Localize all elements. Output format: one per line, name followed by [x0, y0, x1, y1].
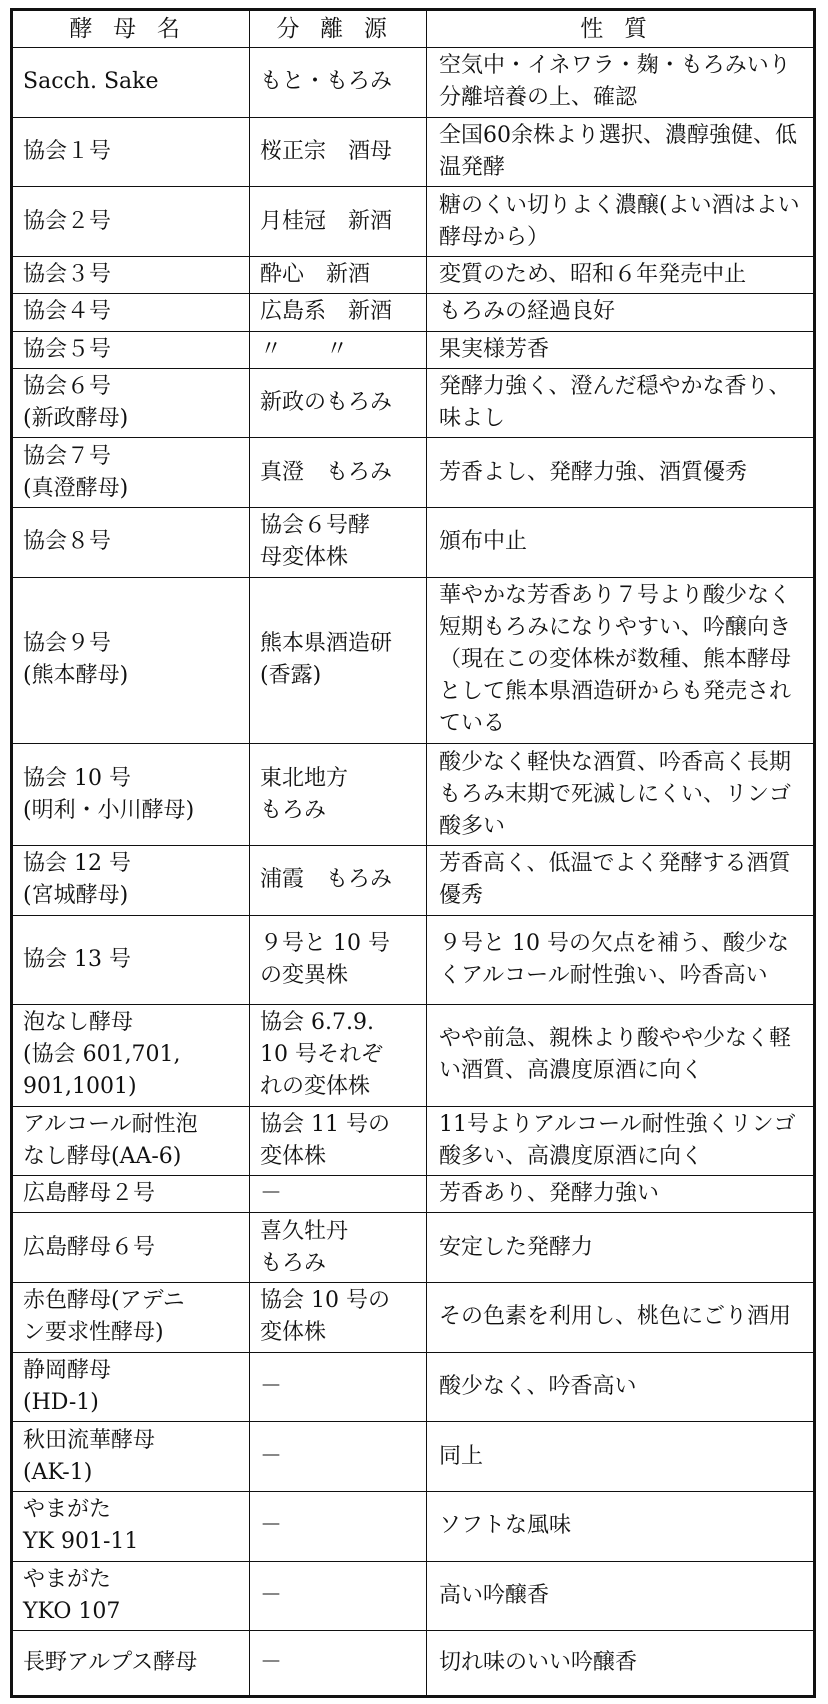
table-cell-properties: 華やかな芳香あり７号より酸少なく短期もろみになりやすい、吟醸向き（現在この変体株が数種、熊本酵母として熊本県酒造研からも発売されている — [427, 577, 814, 744]
table-cell-name: やまがた YKO 107 — [13, 1561, 250, 1631]
table-cell-name: 広島酵母２号 — [13, 1176, 250, 1213]
table-row — [13, 1631, 814, 1696]
table-row — [13, 1106, 814, 1176]
table-cell-name: 赤色酵母(アデニ ン要求性酵母) — [13, 1283, 250, 1353]
table-cell-properties: もろみの経過良好 — [427, 294, 814, 331]
table-row — [13, 1561, 814, 1631]
table-cell-source: － — [250, 1352, 427, 1422]
table-cell-source: 〃 〃 — [250, 331, 427, 368]
table-cell-name: 協会５号 — [13, 331, 250, 368]
table-cell-source: － — [250, 1491, 427, 1561]
table-cell-name: 長野アルプス酵母 — [13, 1631, 250, 1696]
table-cell-properties: 酸少なく、吟香高い — [427, 1352, 814, 1422]
table-cell-name: 泡なし酵母 (協会 601,701, 901,1001) — [13, 1004, 250, 1106]
table-cell-name: 秋田流華酵母 (AK-1) — [13, 1422, 250, 1492]
table-row — [13, 1176, 814, 1213]
table-row — [13, 1283, 814, 1353]
table-cell-source: 協会 11 号の 変体株 — [250, 1106, 427, 1176]
table-cell-properties: 果実様芳香 — [427, 331, 814, 368]
table-row — [13, 1422, 814, 1492]
table-cell-source: 協会 10 号の 変体株 — [250, 1283, 427, 1353]
table-cell-name: 協会７号 (真澄酵母) — [13, 438, 250, 508]
table-cell-source: 桜正宗 酒母 — [250, 117, 427, 187]
table-cell-properties: 頒布中止 — [427, 508, 814, 578]
table-row — [13, 577, 814, 744]
table-cell-properties: 芳香高く、低温でよく発酵する酒質優秀 — [427, 846, 814, 916]
header-yeast-name: 酵母名 — [13, 11, 250, 48]
table-cell-name: 協会 12 号 (宮城酵母) — [13, 846, 250, 916]
table-row — [13, 48, 814, 118]
table-cell-properties: 全国60余株より選択、濃醇強健、低温発酵 — [427, 117, 814, 187]
table-cell-properties: 高い吟醸香 — [427, 1561, 814, 1631]
table-cell-name: 協会１号 — [13, 117, 250, 187]
table-cell-name: アルコール耐性泡 なし酵母(AA-6) — [13, 1106, 250, 1176]
table-row — [13, 846, 814, 916]
table-cell-source: 協会６号酵 母変体株 — [250, 508, 427, 578]
table-cell-name: Sacch. Sake — [13, 48, 250, 118]
table-row — [13, 744, 814, 846]
table-cell-source: － — [250, 1561, 427, 1631]
table-row — [13, 1213, 814, 1283]
header-properties: 性質 — [427, 11, 814, 48]
table-cell-properties: 切れ味のいい吟醸香 — [427, 1631, 814, 1696]
table-cell-source: － — [250, 1631, 427, 1696]
table-row — [13, 256, 814, 293]
table-cell-name: 協会４号 — [13, 294, 250, 331]
table-cell-properties: 芳香あり、発酵力強い — [427, 1176, 814, 1213]
table-cell-name: 協会 13 号 — [13, 915, 250, 1004]
table-body — [13, 48, 814, 1696]
table-cell-name: 協会３号 — [13, 256, 250, 293]
table-cell-source: 協会 6.7.9. 10 号それぞ れの変体株 — [250, 1004, 427, 1106]
table-cell-properties: ９号と 10 号の欠点を補う、酸少なくアルコール耐性強い、吟香高い — [427, 915, 814, 1004]
table-row — [13, 117, 814, 187]
table-cell-source: 浦霞 もろみ — [250, 846, 427, 916]
table-cell-properties: 同上 — [427, 1422, 814, 1492]
table-row — [13, 915, 814, 1004]
table-cell-properties: その色素を利用し、桃色にごり酒用 — [427, 1283, 814, 1353]
table-cell-name: 協会９号 (熊本酵母) — [13, 577, 250, 744]
header-source: 分離源 — [250, 11, 427, 48]
table-row — [13, 187, 814, 257]
table-row — [13, 438, 814, 508]
table-cell-name: 広島酵母６号 — [13, 1213, 250, 1283]
yeast-table-page — [10, 8, 816, 1698]
table-cell-source: － — [250, 1176, 427, 1213]
table-cell-source: 酔心 新酒 — [250, 256, 427, 293]
table-cell-source: もと・もろみ — [250, 48, 427, 118]
table-cell-source: 真澄 もろみ — [250, 438, 427, 508]
table-cell-source: 月桂冠 新酒 — [250, 187, 427, 257]
table-cell-source: 新政のもろみ — [250, 368, 427, 438]
table-cell-properties: 芳香よし、発酵力強、酒質優秀 — [427, 438, 814, 508]
table-cell-name: やまがた YK 901-11 — [13, 1491, 250, 1561]
table-cell-source: － — [250, 1422, 427, 1492]
table-cell-source: 広島系 新酒 — [250, 294, 427, 331]
table-cell-source: ９号と 10 号 の変異株 — [250, 915, 427, 1004]
table-cell-name: 協会８号 — [13, 508, 250, 578]
table-cell-name: 協会６号 (新政酵母) — [13, 368, 250, 438]
yeast-table — [12, 10, 814, 1696]
table-cell-name: 協会 10 号 (明利・小川酵母) — [13, 744, 250, 846]
table-row — [13, 1352, 814, 1422]
table-cell-name: 静岡酵母 (HD-1) — [13, 1352, 250, 1422]
table-cell-name: 協会２号 — [13, 187, 250, 257]
table-cell-source: 熊本県酒造研 (香露) — [250, 577, 427, 744]
table-cell-properties: 安定した発酵力 — [427, 1213, 814, 1283]
table-row — [13, 1004, 814, 1106]
table-cell-source: 東北地方 もろみ — [250, 744, 427, 846]
table-row — [13, 508, 814, 578]
table-cell-properties: 糖のくい切りよく濃醸(よい酒はよい酵母から） — [427, 187, 814, 257]
table-cell-properties: 11号よりアルコール耐性強くリンゴ酸多い、高濃度原酒に向く — [427, 1106, 814, 1176]
table-cell-properties: 空気中・イネワラ・麹・もろみいり分離培養の上、確認 — [427, 48, 814, 118]
table-cell-properties: 変質のため、昭和６年発売中止 — [427, 256, 814, 293]
table-cell-properties: やや前急、親株より酸やや少なく軽い酒質、高濃度原酒に向く — [427, 1004, 814, 1106]
table-header-row — [13, 11, 814, 48]
table-row — [13, 331, 814, 368]
table-row — [13, 1491, 814, 1561]
table-cell-properties: 酸少なく軽快な酒質、吟香高く長期もろみ末期で死滅しにくい、リンゴ酸多い — [427, 744, 814, 846]
table-cell-properties: 発酵力強く、澄んだ穏やかな香り、味よし — [427, 368, 814, 438]
table-cell-source: 喜久牡丹 もろみ — [250, 1213, 427, 1283]
table-row — [13, 294, 814, 331]
table-row — [13, 368, 814, 438]
table-cell-properties: ソフトな風味 — [427, 1491, 814, 1561]
